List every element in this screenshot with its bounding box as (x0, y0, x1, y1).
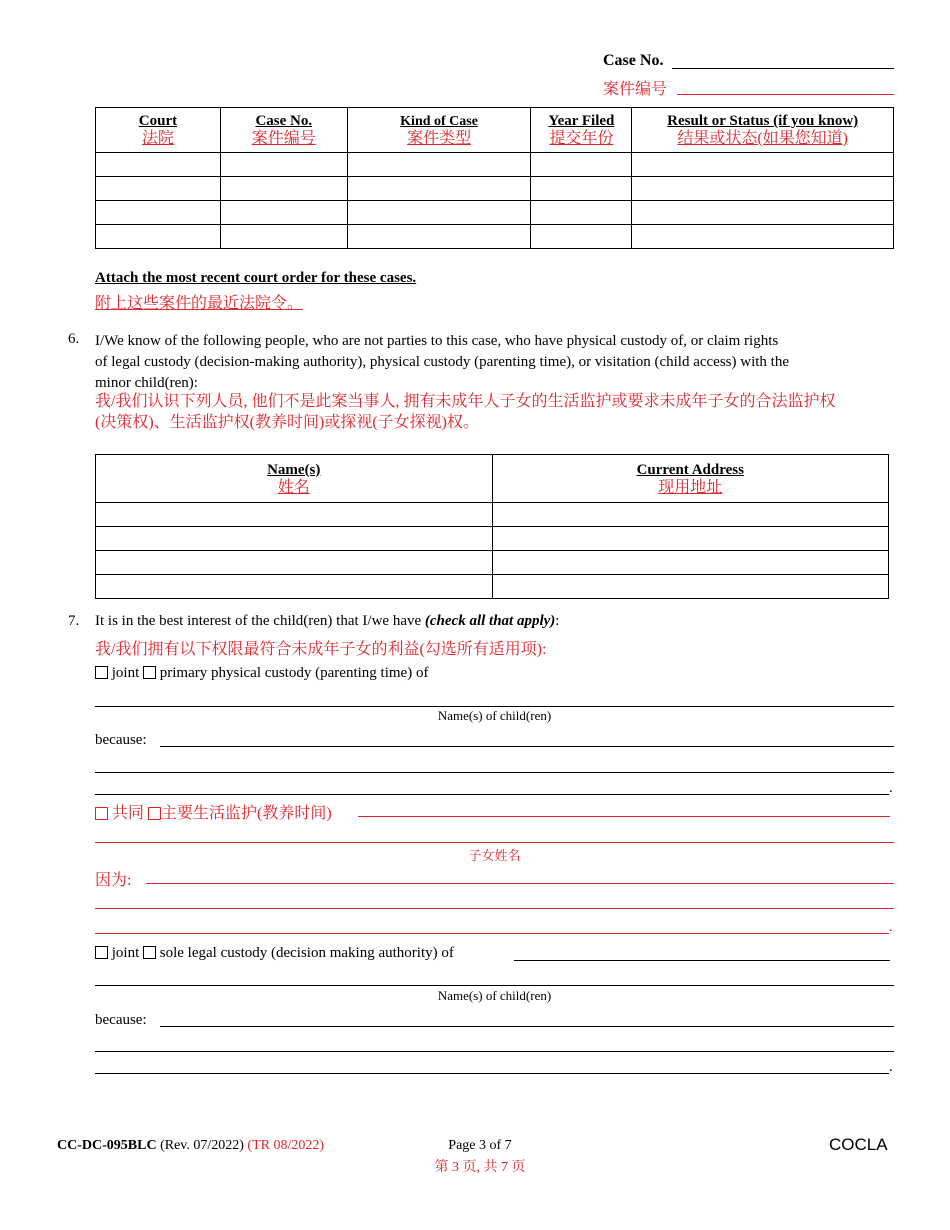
table-cell[interactable] (220, 153, 347, 177)
table-row (96, 177, 894, 201)
because-label: because: (95, 732, 147, 748)
col-kind-of-case: Kind of Case 案件类型 (347, 108, 531, 153)
table-cell[interactable] (347, 201, 531, 225)
custody-people-table (95, 454, 889, 599)
table-cell[interactable] (632, 177, 894, 201)
case-no-label: Case No. (603, 52, 664, 69)
because-line-2[interactable] (95, 772, 894, 773)
names-caption: Name(s) of child(ren) (437, 708, 552, 723)
legal-custody-options: joint sole legal custody (decision making authority) of (95, 945, 454, 962)
period-zh: . (889, 919, 893, 935)
col-names: Name(s) 姓名 (96, 455, 493, 503)
because-line-zh-2[interactable] (95, 908, 894, 909)
table-cell[interactable] (632, 201, 894, 225)
table-row (96, 527, 889, 551)
item-6-text: I/We know of the following people, who are not parties to this case, who have physical custody of, or claim rights of legal custody (decision-making authority), physical custody (parenting time), or visitation (child access) with the minor child(ren): (95, 333, 789, 391)
table-cell[interactable] (492, 575, 889, 599)
period: . (889, 780, 893, 796)
col-case-no: Case No. 案件编号 (220, 108, 347, 153)
col-current-address: Current Address 现用地址 (492, 455, 889, 503)
table-cell[interactable] (492, 551, 889, 575)
joint-physical-checkbox-zh[interactable] (95, 807, 108, 820)
legal-custody-line[interactable] (514, 960, 890, 961)
case-no-field[interactable] (672, 68, 894, 69)
names-caption-legal: Name(s) of child(ren) (437, 988, 552, 1003)
col-court: Court 法院 (96, 108, 221, 153)
col-result-status: Result or Status (if you know) 结果或状态(如果您知道) (632, 108, 894, 153)
table-cell[interactable] (96, 551, 493, 575)
because-legal-line-1[interactable] (160, 1026, 894, 1027)
table-cell[interactable] (632, 225, 894, 249)
page-number-zh: 第 3 页, 共 7 页 (434, 1160, 526, 1175)
primary-physical-checkbox-zh[interactable] (148, 807, 161, 820)
table-row (96, 575, 889, 599)
table-cell[interactable] (492, 527, 889, 551)
because-line-3[interactable] (95, 794, 889, 795)
table-cell[interactable] (220, 201, 347, 225)
because-label-legal: because: (95, 1012, 147, 1028)
item-6-number: 6. (68, 331, 80, 347)
because-line-zh-1[interactable] (146, 883, 894, 884)
table-cell[interactable] (96, 153, 221, 177)
cocla-label: COCLA (829, 1135, 888, 1154)
because-line-1[interactable] (160, 746, 894, 747)
joint-legal-checkbox[interactable] (95, 946, 108, 959)
table-cell[interactable] (96, 503, 493, 527)
attach-instruction-zh: 附上这些案件的最近法院令。 (95, 295, 304, 312)
because-legal-line-2[interactable] (95, 1051, 894, 1052)
table-cell[interactable] (347, 225, 531, 249)
col-year-filed: Year Filed 提交年份 (531, 108, 632, 153)
physical-custody-names-line[interactable] (95, 706, 894, 707)
table-cell[interactable] (96, 225, 221, 249)
page-number: Page 3 of 7 (448, 1138, 512, 1153)
physical-custody-options: joint primary physical custody (parenting time) of (95, 665, 428, 682)
table-cell[interactable] (220, 177, 347, 201)
form-id: CC-DC-095BLC (Rev. 07/2022) (TR 08/2022) (57, 1138, 325, 1153)
table-row (96, 551, 889, 575)
table-cell[interactable] (347, 153, 531, 177)
legal-custody-names-line[interactable] (95, 985, 894, 986)
case-no-label-zh: 案件编号 (603, 81, 668, 98)
case-no-field-zh (677, 94, 894, 95)
table-cell[interactable] (96, 177, 221, 201)
physical-custody-options-zh: 共同 主要生活监护(教养时间) (95, 800, 332, 823)
because-label-zh: 因为: (95, 872, 132, 889)
table-cell[interactable] (531, 201, 632, 225)
table-cell[interactable] (96, 575, 493, 599)
table-row (96, 201, 894, 225)
table-cell[interactable] (96, 201, 221, 225)
because-legal-line-3[interactable] (95, 1073, 889, 1074)
table-header-row (96, 108, 894, 153)
table-cell[interactable] (632, 153, 894, 177)
names-caption-zh: 子女姓名 (468, 848, 521, 863)
sole-legal-checkbox[interactable] (143, 946, 156, 959)
table-cell[interactable] (492, 503, 889, 527)
table-cell[interactable] (531, 225, 632, 249)
table-cell[interactable] (220, 225, 347, 249)
names-line-zh[interactable] (95, 842, 894, 843)
item-7-intro-zh: 我/我们拥有以下权限最符合未成年子女的利益(勾选所有适用项): (95, 641, 547, 658)
primary-physical-checkbox[interactable] (143, 666, 156, 679)
table-cell[interactable] (347, 177, 531, 201)
table-row (96, 153, 894, 177)
item-7-intro: It is in the best interest of the child(ren) that I/we have (check all that apply): (95, 613, 560, 629)
table-header-row (96, 455, 889, 503)
table-cell[interactable] (96, 527, 493, 551)
item-7-number: 7. (68, 613, 80, 629)
joint-physical-checkbox[interactable] (95, 666, 108, 679)
table-cell[interactable] (531, 153, 632, 177)
attach-instruction: Attach the most recent court order for these cases. (95, 270, 417, 286)
prior-cases-table (95, 107, 894, 249)
table-row (96, 225, 894, 249)
table-cell[interactable] (531, 177, 632, 201)
because-line-zh-3[interactable] (95, 933, 889, 934)
item-6-text-zh: 我/我们认识下列人员, 他们不是此案当事人, 拥有未成年人子女的生活监护或要求未成年子女的合法监护权 (决策权)、生活监护权(教养时间)或探视(子女探视)权。 (95, 393, 836, 431)
period-legal: . (889, 1059, 893, 1075)
physical-custody-line-zh[interactable] (358, 816, 890, 817)
table-row (96, 503, 889, 527)
